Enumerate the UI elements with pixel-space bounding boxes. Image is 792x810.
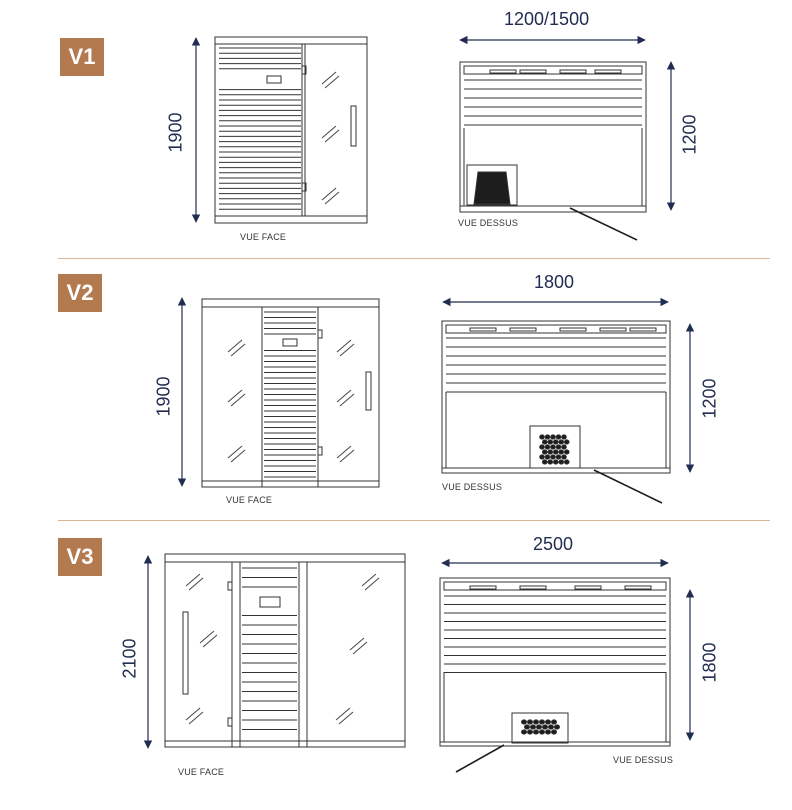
v2-depth-label: 1200 <box>699 378 720 419</box>
v3-depth-label: 1800 <box>699 642 720 683</box>
v3-front-caption: VUE FACE <box>178 767 225 777</box>
v1-front-view <box>196 37 367 223</box>
v1-width-label: 1200/1500 <box>504 9 590 29</box>
v1-front-caption: VUE FACE <box>240 232 287 242</box>
v3-width-label: 2500 <box>533 534 574 554</box>
v2-front-caption: VUE FACE <box>226 495 273 505</box>
model-badge-v2: V2 <box>58 274 102 312</box>
v3-front-view <box>148 554 405 748</box>
v1-door-handle <box>351 106 356 146</box>
v2-front-view <box>182 298 379 487</box>
v2-wood-slats <box>264 312 316 477</box>
v1-door-swing <box>570 208 637 240</box>
v3-door-swing <box>456 745 504 772</box>
v3-wood-slats <box>242 568 297 730</box>
v3-control-panel <box>260 597 280 607</box>
v1-top-view <box>460 40 671 240</box>
model-badge-v3: V3 <box>58 538 102 576</box>
v3-height-label: 2100 <box>119 638 140 679</box>
v1-control-panel <box>267 76 281 83</box>
v1-top-caption: VUE DESSUS <box>458 218 519 228</box>
v2-top-view <box>442 302 690 503</box>
v3-door-handle <box>183 612 188 694</box>
v1-wood-slats <box>219 48 301 209</box>
v2-door-handle <box>366 372 371 410</box>
model-badge-v1: V1 <box>60 38 104 76</box>
v2-door-swing <box>594 470 662 503</box>
v2-top-caption: VUE DESSUS <box>442 482 503 492</box>
v3-top-caption: VUE DESSUS <box>613 755 674 765</box>
v2-height-label: 1900 <box>153 376 174 417</box>
v2-width-label: 1800 <box>534 272 575 292</box>
v1-depth-label: 1200 <box>679 114 700 155</box>
v1-height-label: 1900 <box>165 112 186 153</box>
v1-glass-reflections <box>322 72 339 204</box>
v3-top-view <box>440 563 690 772</box>
v2-control-panel <box>283 339 297 346</box>
